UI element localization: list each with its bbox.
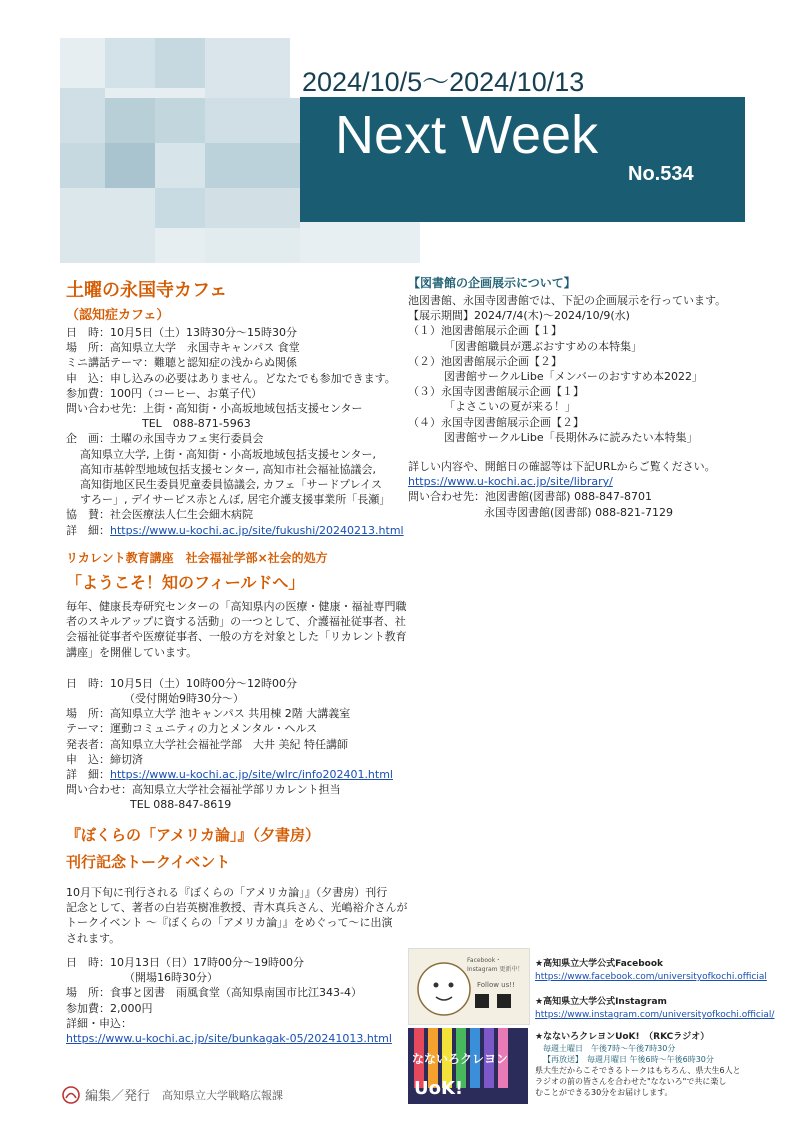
cafe-line: 協 賛：社会医療法人仁生会細木病院 (66, 508, 253, 522)
library-contact: 問い合わせ先：池図書館(図書部) 088-847-8701 (408, 490, 653, 504)
library-intro: 池図書館、永国寺図書館では、下記の企画展示を行っています。 (408, 294, 727, 307)
america-details (66, 955, 392, 1046)
facebook-link[interactable]: https://www.facebook.com/universityofkochi.official (535, 972, 767, 982)
radio-rerun: 【再放送】 毎週月曜日 午後6時～午後6時30分 (543, 1055, 714, 1064)
america-line: （開場16時30分） (124, 971, 218, 985)
library-item-head: （４）永国寺図書館展示企画【２】 (408, 415, 584, 429)
cafe-line: 問い合わせ先：上街・高知街・小高坂地域包括支援センター (66, 402, 363, 416)
library-item-head: （２）池図書館展示企画【２】 (408, 354, 562, 368)
intro-line: トークイベント ～『ぼくらの「アメリカ論」』をめぐって～に出演 (66, 916, 393, 930)
library-item-body: 図書館サークルLibe「メンバーのおすすめ本2022」 (444, 370, 703, 384)
recurrent-line: 日 時：10月5日（土）10時00分～12時00分 (66, 676, 297, 690)
uok-logo: UoK! (414, 1078, 464, 1099)
cafe-line: 場 所：高知県立大学 永国寺キャンパス 食堂 (66, 341, 300, 355)
cafe-line: 参加費：100円（コーヒー、お菓子代） (66, 386, 263, 400)
recurrent-tel: TEL 088-847-8619 (130, 798, 232, 812)
instagram-link[interactable]: https://www.instagram.com/universityofkochi.official/ (535, 1010, 775, 1020)
recurrent-line: 場 所：高知県立大学 池キャンパス 共用棟 2階 大講義室 (66, 707, 351, 721)
date-range: 2024/10/5～2024/10/13 (302, 67, 585, 97)
cafe-details (66, 325, 404, 538)
footer-label: 編集／発行 (85, 1089, 151, 1104)
america-line: 詳細・申込： (66, 1016, 132, 1030)
recurrent-contact: 問い合わせ：高知県立大学社会福祉学部リカレント担当 (66, 783, 341, 797)
cafe-section (66, 276, 404, 538)
radio-schedule: 毎週土曜日 午後7時～午後7時30分 (543, 1044, 676, 1053)
library-details (408, 293, 726, 520)
radio-info (535, 1032, 741, 1098)
bubble-text: Facebook・Instagram 更新中！ (467, 957, 524, 973)
radio-title: ★なないろクレヨンUoK! （RKCラジオ） (535, 1032, 710, 1042)
issue-number: No.534 (628, 163, 694, 185)
america-line: 場 所：食事と図書 雨風食堂（高知県南国市比江343-4） (66, 986, 362, 1000)
intro-line: 者のスキルアップに資する活動」の一つとして、介護福祉従事者、社 (66, 615, 406, 629)
library-title: 【図書館の企画展示について】 (408, 276, 576, 290)
footer-org: 高知県立大学戦略広報課 (162, 1088, 284, 1102)
recurrent-line: 発表者：高知県立大学社会福祉学部 大井 美紀 特任講師 (66, 737, 348, 751)
crayon-text: なないろクレヨン (412, 1052, 509, 1066)
intro-line: されます。 (66, 931, 121, 945)
america-intro (66, 885, 407, 946)
footer (62, 1085, 283, 1104)
library-note: 詳しい内容や、開館日の確認等は下記URLからご覧ください。 (408, 460, 716, 474)
cafe-title: 土曜の永国寺カフェ (66, 280, 228, 301)
america-title: 『ぼくらの「アメリカ論」』（夕書房） (66, 826, 320, 844)
america-detail-link[interactable]: https://www.u-kochi.ac.jp/site/bunkagak-05/20241013.html (66, 1032, 392, 1046)
intro-line: 会福祉従事者や医療従事者、一般の方を対象とした「リカレント教育 (66, 630, 407, 644)
cafe-line: 高知街地区民生委員児童委員協議会, カフェ「サードプレイス (80, 478, 383, 492)
radio-desc: ラジオの前の皆さんを合わせた"なないろ"で共に楽し (535, 1077, 727, 1086)
page-title: Next Week (335, 105, 599, 165)
facebook-title: ★高知県立大学公式Facebook (535, 959, 663, 969)
library-section (408, 274, 726, 520)
america-subtitle: 刊行記念トークイベント (66, 853, 231, 871)
recurrent-title: 「ようこそ！知のフィールドへ」 (66, 573, 305, 592)
radio-desc: 県大生だからこそできるトークはもちろん、県大生6人と (535, 1066, 741, 1075)
america-section (66, 824, 320, 872)
library-item-body: 「図書館職員が選ぶおすすめの本特集」 (444, 339, 643, 353)
recurrent-line: 申 込：締切済 (66, 752, 143, 766)
library-period: 【展示期間】2024/7/4(木)～2024/10/9(水) (408, 309, 630, 323)
radio-banner (408, 1028, 528, 1104)
america-line: 参加費：2,000円 (66, 1001, 153, 1015)
cafe-line: 高知市基幹型地域包括支援センター, 高知市社会福祉協議会, (80, 462, 377, 476)
recurrent-line: （受付開始9時30分～） (124, 692, 244, 706)
intro-line: 記念として、著者の白岩英樹准教授、青木真兵さん、光嶋裕介さんが (66, 901, 408, 915)
library-item-head: （１）池図書館展示企画【１】 (408, 324, 562, 338)
cafe-line: ミニ講話テーマ：難聴と認知症の浅からぬ関係 (66, 356, 297, 370)
social-links (535, 958, 774, 1022)
intro-line: 毎年、健康長寿研究センターの「高知県内の医療・健康・福祉専門職 (66, 600, 407, 613)
recurrent-kicker: リカレント教育講座 社会福祉学部×社会的処方 (66, 551, 328, 565)
cafe-line: 申 込：申し込みの必要はありません。どなたでも参加できます。 (66, 371, 396, 385)
recurrent-detail-label: 詳 細： (66, 768, 110, 782)
cafe-line: TEL 088-871-5963 (142, 417, 251, 431)
recurrent-line: テーマ：運動コミュニティの力とメンタル・ヘルス (66, 722, 318, 736)
recurrent-details (66, 676, 407, 813)
social-illustration (408, 948, 530, 1025)
library-link[interactable]: https://www.u-kochi.ac.jp/site/library/ (408, 475, 613, 489)
intro-line: 10月下旬に刊行される『ぼくらの「アメリカ論」』（夕書房）刊行 (66, 886, 388, 899)
library-item-head: （３）永国寺図書館展示企画【１】 (408, 385, 584, 399)
cafe-line: 企 画：土曜の永国寺カフェ実行委員会 (66, 432, 264, 446)
cafe-subtitle: （認知症カフェ） (66, 308, 170, 323)
cafe-line: 日 時：10月5日（土）13時30分～15時30分 (66, 326, 297, 339)
library-item-body: 「よさこいの夏が来る！」 (444, 400, 576, 414)
cafe-line: 高知県立大学, 上街・高知街・小高坂地域包括支援センター, (80, 447, 377, 461)
recurrent-section (66, 549, 407, 813)
recurrent-detail-link[interactable]: https://www.u-kochi.ac.jp/site/wlrc/info202401.html (110, 768, 393, 782)
america-line: 日 時：10月13日（日）17時00分～19時00分 (66, 956, 304, 969)
instagram-title: ★高知県立大学公式Instagram (535, 997, 667, 1007)
library-contact: 永国寺図書館(図書部) 088-821-7129 (484, 505, 674, 519)
library-item-body: 図書館サークルLibe「長期休みに読みたい本特集」 (444, 430, 698, 444)
cafe-detail-link[interactable]: https://www.u-kochi.ac.jp/site/fukushi/20240213.html (110, 523, 404, 537)
cafe-line: すろー」, デイサービス赤とんぼ, 居宅介護支援事業所「長瀬」 (80, 493, 391, 507)
follow-text: Follow us!! (477, 981, 515, 989)
cafe-detail-label: 詳 細： (66, 523, 110, 537)
university-logo-icon (62, 1086, 80, 1104)
intro-line: 講座」を開催しています。 (66, 645, 198, 659)
recurrent-intro (66, 599, 407, 660)
radio-desc: むことができる30分をお届けします。 (535, 1088, 673, 1097)
